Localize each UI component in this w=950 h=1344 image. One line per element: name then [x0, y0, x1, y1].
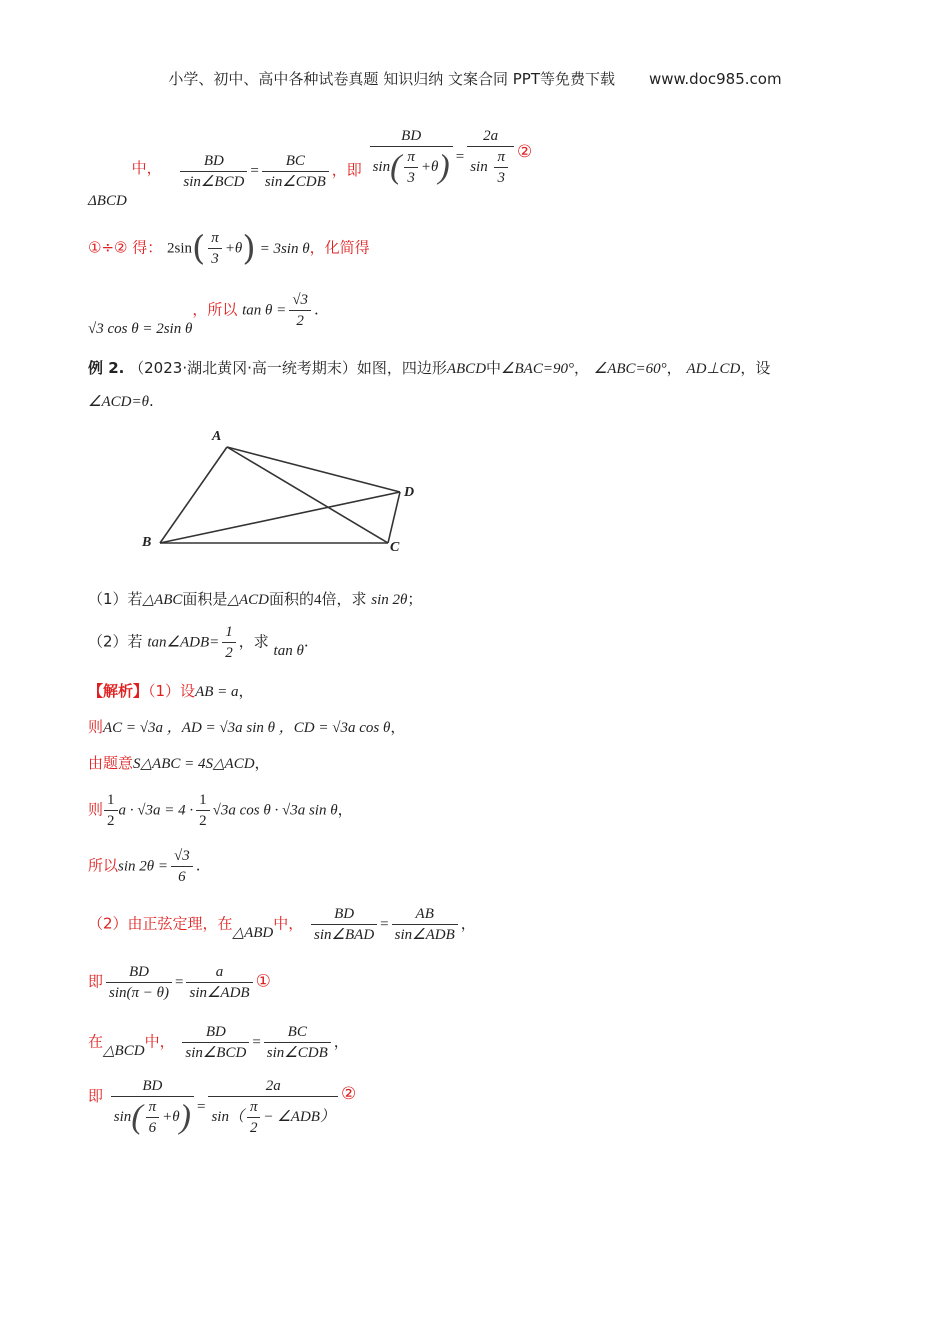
- solution-line-divide: ①÷② 得： 2sin( $\frac{\pi}{3}$ +θ) = 3sin θ，化简得: [88, 228, 370, 269]
- solution-part1-line1: 【解析】（1）设AB = a，: [88, 682, 254, 700]
- triangle-bcd: ΔBCD: [88, 193, 127, 209]
- vertex-c: C: [390, 540, 400, 555]
- header-url[interactable]: www.doc985.com: [648, 70, 782, 88]
- fraction-2a-sin-pi3: 2a sin $\frac{\pi}{3}$: [467, 126, 514, 188]
- edge-ad: [227, 447, 400, 492]
- circled-2-b: ②: [340, 1084, 357, 1104]
- label-divide: ①÷② 得：: [88, 238, 163, 257]
- text-zhong: 中，: [131, 159, 162, 177]
- circled-1: ①: [255, 971, 271, 992]
- solution-line-tan: √3 cos θ = 2sin θ，所以 tan θ = $\frac{√3}{2}$ .: [88, 292, 319, 337]
- fraction-bd-sinbcd: $\frac{BD}{\text{sin∠BCD}}$: [180, 151, 247, 192]
- fraction-bd-sin-pi3-theta: BD sin( $\frac{\pi}{3}$ +θ): [370, 126, 453, 188]
- fraction-bc-sincdb: $\frac{BC}{\text{sin∠CDB}}$: [262, 151, 329, 192]
- example-label: 例 2.: [88, 359, 125, 377]
- question-1: （1）若△ABC面积是△ACD面积的4倍，求 sin 2θ；: [88, 590, 423, 608]
- page-header: [0, 68, 950, 89]
- solution-part1-line3: 由题意S△ABC = 4S△ACD，: [88, 754, 270, 772]
- equation-sqrt3cos: √3 cos θ = 2sin θ: [88, 320, 193, 337]
- solution-part1-line4: 则 $\frac{1}{2}$ a · √3a = 4 · $\frac{1}{2}$ √3a cos θ · √3a sin θ，: [88, 792, 353, 829]
- solution-line-bcd: ΔBCD 中， $\frac{BD}{\text{sin∠BCD}}$ = $\frac{BC}{\text{sin∠CDB}}$ ，即 BD sin( $\frac{\pi}{3}$ +θ) = 2a sin $\frac{\pi}{3}$ ②: [88, 128, 533, 209]
- example-2-statement: 例 2. （2023·湖北黄冈·高一统考期末）如图，四边形ABCD中∠BAC=90°， ∠ABC=60°， AD⊥CD，设 ∠ACD=θ.: [88, 359, 771, 410]
- vertex-d: D: [404, 485, 415, 500]
- quadrilateral-figure: [130, 420, 430, 560]
- circled-2: ②: [517, 142, 533, 162]
- solution-part2-line4: 即 BD sin( $\frac{\pi}{6}$ +θ) = 2a sin（ $\frac{\pi}{2}$ − ∠ADB） ②: [88, 1078, 357, 1136]
- solution-part1-line2: 则AC = √3a ，AD = √3a sin θ ，CD = √3a cos θ，: [88, 718, 406, 736]
- analysis-tag: 【解析】: [88, 682, 149, 700]
- fraction-bd-sin-pi6-theta: BD sin( $\frac{\pi}{6}$ +θ): [111, 1076, 194, 1138]
- vertex-b: B: [142, 535, 152, 550]
- solution-part1-line5: 所以sin 2θ = $\frac{√3}{6}$ .: [88, 848, 201, 885]
- edge-cd: [388, 492, 400, 543]
- text-ji: ，即: [331, 161, 362, 179]
- diagonal-bd: [160, 492, 400, 543]
- vertex-a: A: [212, 429, 222, 444]
- diagonal-ac: [227, 447, 388, 543]
- header-text: 小学、初中、高中各种试卷真题 知识归纳 文案合同 PPT等免费下载: [168, 70, 615, 88]
- edge-ab: [160, 447, 227, 543]
- solution-part2-line3: 在△BCD中， $\frac{BD}{\text{sin∠BCD}}$ = $\frac{BC}{\text{sin∠CDB}}$ ，: [88, 1024, 349, 1061]
- text-simplify: ，化简得: [309, 238, 370, 257]
- question-2: （2）若 tan∠ADB= $\frac{1}{2}$ ，求 tan θ.: [88, 624, 309, 661]
- fraction-2a-sin-pi2-adb: 2a sin（ $\frac{\pi}{2}$ − ∠ADB）: [208, 1076, 338, 1138]
- solution-part2-line2: 即 $\frac{BD}{\sin(\pi - \theta)}$ = $\frac{a}{\text{sin∠ADB}}$ ①: [88, 964, 271, 1001]
- solution-part2-line1: （2）由正弦定理，在△ABD中， $\frac{BD}{\text{sin∠BAD}}$ = $\frac{AB}{\text{sin∠ADB}}$ ，: [88, 906, 476, 943]
